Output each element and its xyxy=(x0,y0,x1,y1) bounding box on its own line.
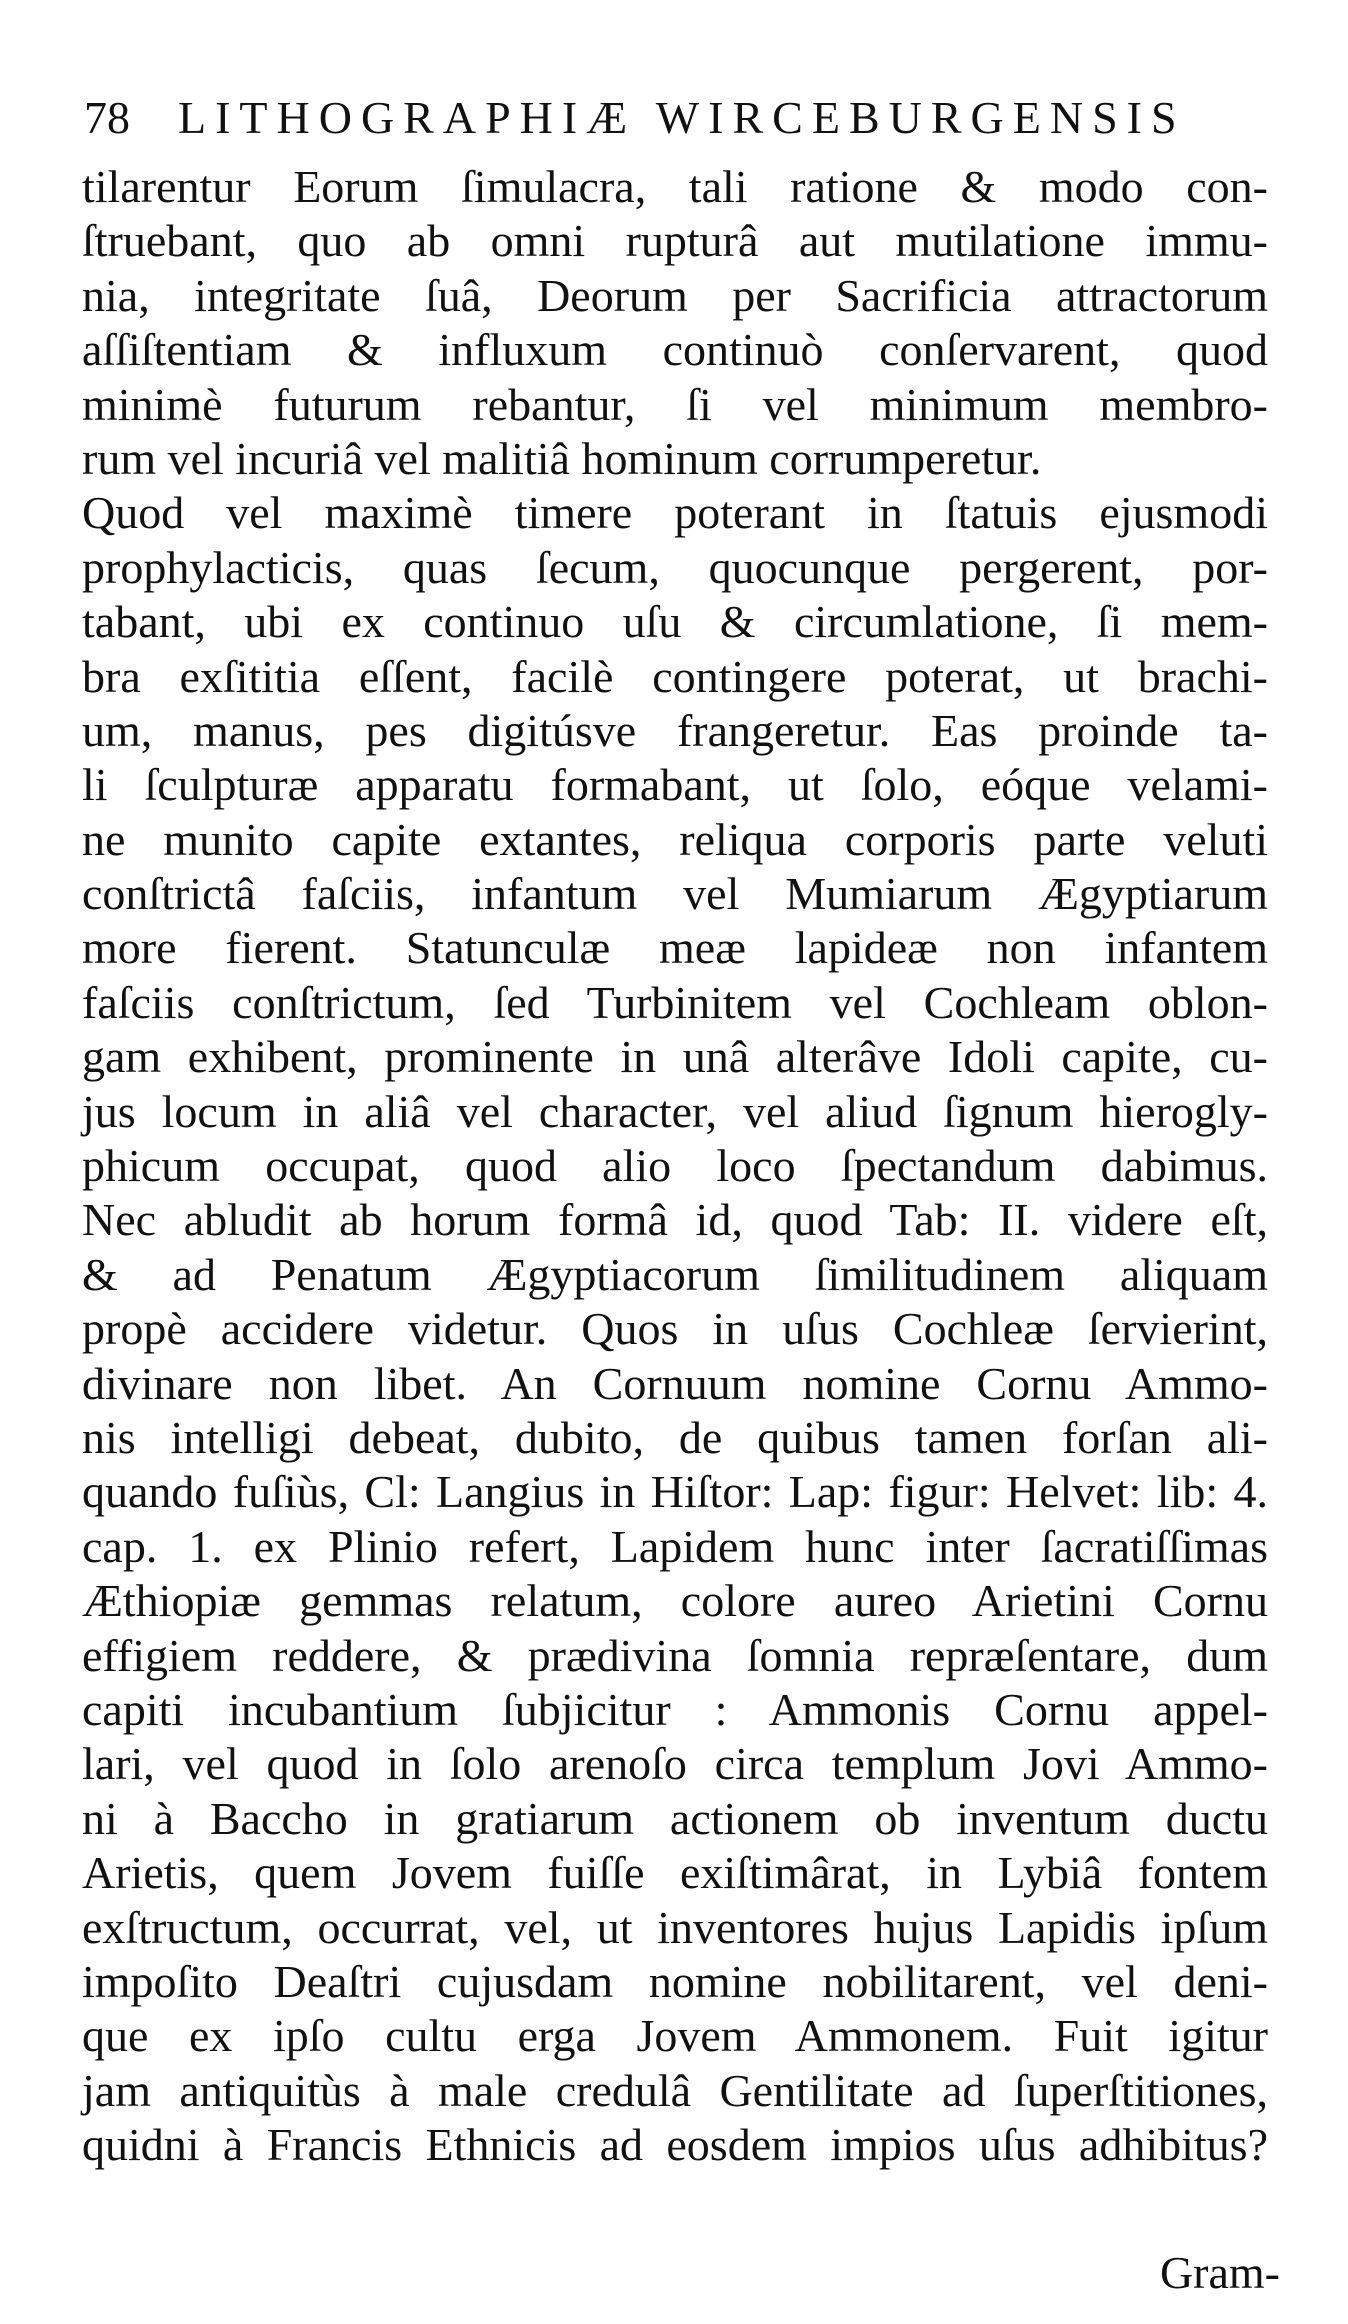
text-line: tabant, ubi ex continuo uſu & circumlatione, ſi mem- xyxy=(82,596,1268,648)
text-line: minimè futurum rebantur, ſi vel minimum membro- xyxy=(82,378,1268,430)
text-line: lari, vel quod in ſolo arenoſo circa templum Jovi Ammo- xyxy=(82,1738,1268,1790)
text-line: exſtructum, occurrat, vel, ut inventores hujus Lapidis ipſum xyxy=(82,1901,1268,1953)
catchword: Gram- xyxy=(1159,2247,1280,2298)
text-line: prophylacticis, quas ſecum, quocunque pergerent, por- xyxy=(82,541,1268,593)
text-line: gam exhibent, prominente in unâ alterâve Idoli capite, cu- xyxy=(82,1031,1268,1083)
text-line: divinare non libet. An Cornuum nomine Cornu Ammo- xyxy=(82,1357,1268,1409)
text-line: rum vel incuriâ vel malitiâ hominum corrumperetur. xyxy=(82,432,1042,484)
text-line: jus locum in aliâ vel character, vel aliud ſignum hierogly- xyxy=(82,1085,1268,1137)
text-line: Arietis, quem Jovem fuiſſe exiſtimârat, in Lybiâ fontem xyxy=(82,1847,1268,1899)
text-line: jam antiquitùs à male credulâ Gentilitate ad ſuperſtitiones, xyxy=(82,2064,1268,2116)
text-line: impoſito Deaſtri cujusdam nomine nobilitarent, vel deni- xyxy=(82,1955,1268,2007)
text-line: cap. 1. ex Plinio refert, Lapidem hunc inter ſacratiſſimas xyxy=(82,1520,1268,1572)
text-line: & ad Penatum Ægyptiacorum ſimilitudinem aliquam xyxy=(82,1248,1268,1300)
text-line: nis intelligi debeat, dubito, de quibus tamen forſan ali- xyxy=(82,1411,1268,1463)
text-line: capiti incubantium ſubjicitur : Ammonis Cornu appel- xyxy=(82,1683,1268,1735)
text-line: faſciis conſtrictum, ſed Turbinitem vel Cochleam oblon- xyxy=(82,976,1268,1028)
text-line: ſtruebant, quo ab omni rupturâ aut mutilatione immu- xyxy=(82,215,1268,267)
text-line: ni à Baccho in gratiarum actionem ob inventum ductu xyxy=(82,1792,1268,1844)
text-line: effigiem reddere, & prædivina ſomnia repræſentare, dum xyxy=(82,1629,1268,1681)
page-header xyxy=(84,88,1264,148)
text-line: tilarentur Eorum ſimulacra, tali ratione & modo con- xyxy=(82,161,1268,212)
text-line: bra exſititia eſſent, facilè contingere poterat, ut brachi- xyxy=(82,650,1268,702)
text-line: nia, integritate ſuâ, Deorum per Sacrificia attractorum xyxy=(82,269,1268,321)
text-line: Nec abludit ab horum formâ id, quod Tab: II. videre eſt, xyxy=(82,1194,1268,1246)
text-line: que ex ipſo cultu erga Jovem Ammonem. Fuit igitur xyxy=(82,2010,1268,2062)
text-line: phicum occupat, quod alio loco ſpectandum dabimus. xyxy=(82,1140,1268,1192)
text-line: Æthiopiæ gemmas relatum, colore aureo Arietini Cornu xyxy=(82,1575,1268,1627)
text-line: aſſiſtentiam & influxum continuò conſervarent, quod xyxy=(82,324,1268,376)
text-line: li ſculpturæ apparatu formabant, ut ſolo, eóque velami- xyxy=(82,759,1268,811)
text-line: um, manus, pes digitúsve frangeretur. Eas proinde ta- xyxy=(82,704,1268,756)
text-line: conſtrictâ faſciis, infantum vel Mumiarum Ægyptiarum xyxy=(82,868,1268,920)
text-line: more fierent. Statunculæ meæ lapideæ non infantem xyxy=(82,922,1268,974)
body-text xyxy=(82,160,1268,2172)
text-line: propè accidere videtur. Quos in uſus Cochleæ ſervierint, xyxy=(82,1303,1268,1355)
text-line: quidni à Francis Ethnicis ad eosdem impios uſus adhibitus? xyxy=(82,2119,1268,2171)
text-line: Quod vel maximè timere poterant in ſtatuis ejusmodi xyxy=(82,487,1268,539)
running-title: LITHOGRAPHIÆ WIRCEBURGENSIS xyxy=(178,92,1186,143)
page-number: 78 xyxy=(84,92,130,143)
text-line: ne munito capite extantes, reliqua corporis parte veluti xyxy=(82,813,1268,865)
text-line: quando fuſiùs, Cl: Langius in Hiſtor: Lap: figur: Helvet: lib: 4. xyxy=(82,1466,1268,1518)
